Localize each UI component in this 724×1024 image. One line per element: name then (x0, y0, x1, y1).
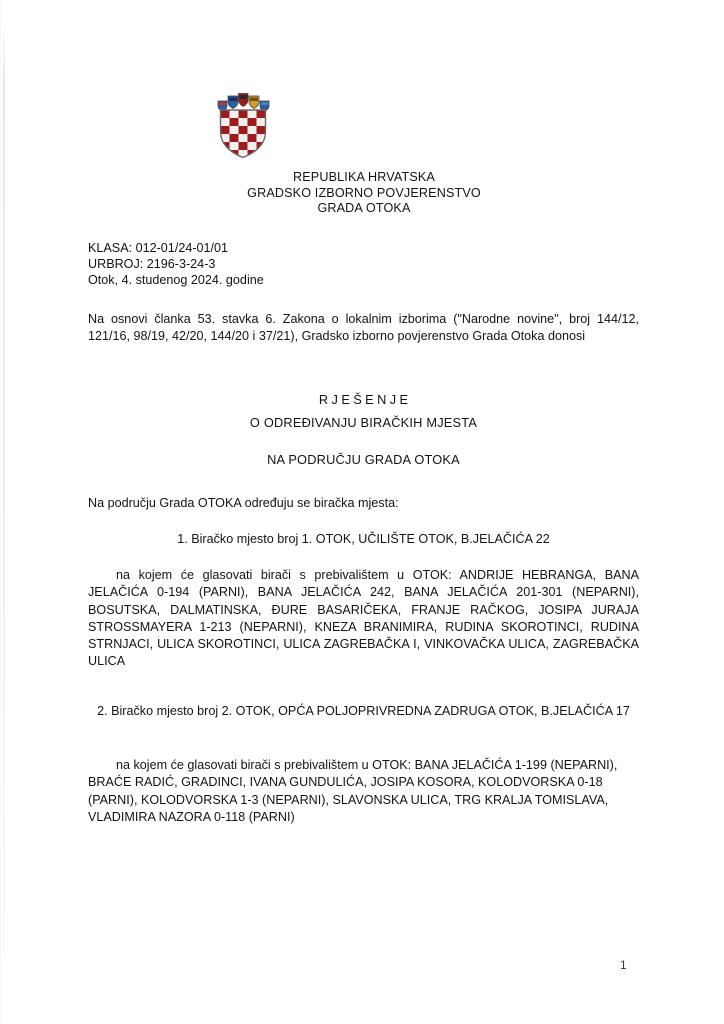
intro-sentence: Na području Grada OTOKA određuju se biračka mjesta: (88, 496, 399, 510)
legal-basis-paragraph: Na osnovi članka 53. stavka 6. Zakona o lokalnim izborima ("Narodne novine", broj 144/12, 121/16, 98/19, 42/20, 144/20 i 37/21), Gradsko izborno povjerenstvo Grada Otoka donosi (88, 312, 639, 343)
croatian-coat-of-arms-icon (214, 88, 272, 160)
polling-station-voters: na kojem će glasovati birači s prebivalištem u OTOK: BANA JELAČIĆA 1-199 (NEPARNI), BRAĆE RADIĆ, GRADINCI, IVANA GUNDULIĆA, JOSIPA KOSORA, KOLODVORSKA 0-18 (PARNI), KOLODVORSKA 1-3 (NEPARNI), SLAVONSKA ULICA, TRG KRALJA TOMISLAVA, VLADIMIRA NAZORA 0-118 (PARNI) (88, 758, 618, 824)
header-line-committee: GRADSKO IZBORNO POVJERENSTVO (247, 185, 481, 200)
polling-station-heading: 1. Biračko mjesto broj 1. OTOK, UČILIŠTE OTOK, B.JELAČIĆA 22 (177, 532, 550, 546)
urbroj-reference: URBROJ: 2196-3-24-3 (88, 256, 216, 271)
page-number: 1 (620, 958, 627, 972)
polling-station-heading: 2. Biračko mjesto broj 2. OTOK, OPĆA POLJOPRIVREDNA ZADRUGA OTOK, B.JELAČIĆA 17 (97, 704, 630, 718)
place-and-date: Otok, 4. studenog 2024. godine (88, 272, 264, 287)
page-title-area: NA PODRUČJU GRADA OTOKA (267, 452, 460, 467)
page-subtitle: O ODREĐIVANJU BIRAČKIH MJESTA (249, 415, 478, 430)
page-title: RJEŠENJE (318, 392, 412, 407)
institution-header (88, 170, 640, 217)
header-line-city: GRADA OTOKA (317, 201, 411, 216)
header-line-republic: REPUBLIKA HRVATSKA (293, 170, 435, 184)
klasa-reference: KLASA: 012-01/24-01/01 (88, 241, 229, 255)
polling-station-voters: na kojem će glasovati birači s prebivalištem u OTOK: ANDRIJE HEBRANGA, BANA JELAČIĆA 0-194 (PARNI), BANA JELAČIĆA 242, BANA JELAČIĆA 201-301 (NEPARNI), BOSUTSKA, DALMATINSKA, ĐURE BASARIČEKA, FRANJE RAČKOG, JOSIPA JURAJA STROSSMAYERA 1-213 (NEPARNI), KNEZA BRANIMIRA, RUDINA SKOROTINCI, RUDINA STRNJACI, ULICA SKOROTINCI, ULICA ZAGREBAČKA I, VINKOVAČKA ULICA, ZAGREBAČKA ULICA (88, 568, 639, 669)
document-reference-block (88, 241, 488, 289)
scan-edge-artifact (3, 18, 5, 1004)
scan-edge-artifact-secondary (0, 0, 1, 1024)
